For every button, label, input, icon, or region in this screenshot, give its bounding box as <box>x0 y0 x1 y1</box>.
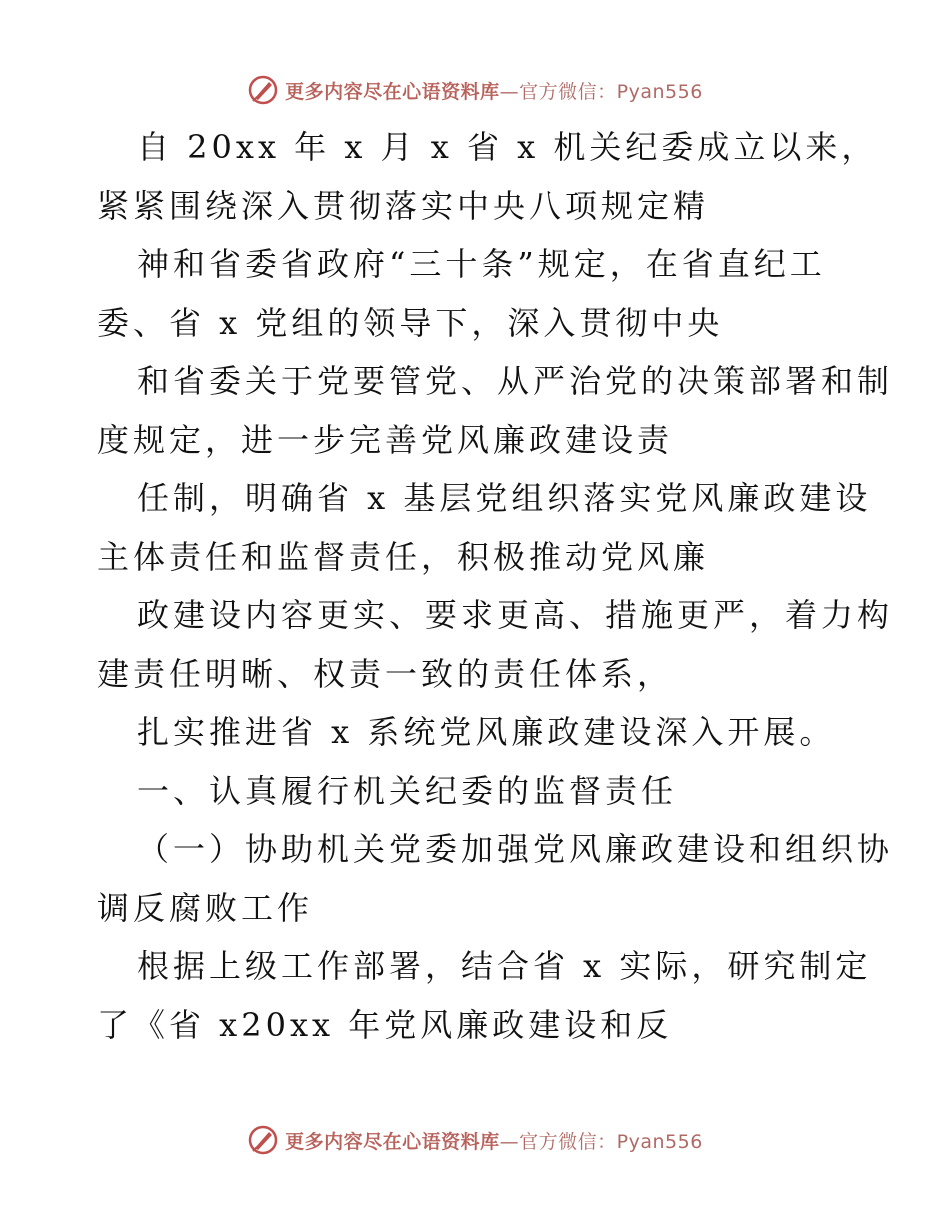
paragraph-line: 任制，明确省 x 基层党组织落实党风廉政建设 <box>137 479 872 517</box>
paragraph-line: 扎实推进省 x 系统党风廉政建设深入开展。 <box>137 713 836 751</box>
paragraph-line: 自 20xx 年 x 月 x 省 x 机关纪委成立以来， <box>137 128 878 166</box>
feather-pen-icon <box>247 1124 279 1156</box>
watermark-text <box>285 1127 703 1154</box>
paragraph-line: 主体责任和监督责任，积极推动党风廉 <box>97 537 710 576</box>
paragraph-line: 政建设内容更实、要求更高、措施更严，着力构 <box>137 596 894 634</box>
footer-watermark <box>0 1120 950 1160</box>
paragraph-line: 建责任明晰、权责一致的责任体系， <box>97 654 674 693</box>
feather-pen-icon <box>247 74 279 106</box>
paragraph-line: 紧紧围绕深入贯彻落实中央八项规定精 <box>97 186 710 225</box>
watermark-separator: — <box>499 1130 520 1153</box>
watermark-contact: 官方微信：Pyan556 <box>519 1130 703 1153</box>
paragraph-line: 根据上级工作部署，结合省 x 实际，研究制定 <box>137 947 872 985</box>
watermark-brand: 更多内容尽在心语资料库 <box>285 1130 500 1153</box>
paragraph-line: 了《省 x20xx 年党风廉政建设和反 <box>97 1005 673 1044</box>
paragraph-line: 度规定，进一步完善党风廉政建设责 <box>97 420 674 459</box>
header-watermark <box>0 70 950 110</box>
watermark-text <box>285 77 703 104</box>
paragraph-line: 和省委关于党要管党、从严治党的决策部署和制 <box>137 362 894 400</box>
watermark-brand: 更多内容尽在心语资料库 <box>285 80 500 103</box>
subsection-heading: （一）协助机关党委加强党风廉政建设和组织协 <box>137 830 894 868</box>
watermark-contact: 官方微信：Pyan556 <box>519 80 703 103</box>
paragraph-line: 神和省委省政府“三十条”规定，在省直纪工 <box>137 245 826 283</box>
paragraph-line: 委、省 x 党组的领导下，深入贯彻中央 <box>97 303 724 342</box>
section-heading: 一、认真履行机关纪委的监督责任 <box>137 771 678 810</box>
subsection-heading-cont: 调反腐败工作 <box>97 888 314 927</box>
watermark-separator: — <box>499 80 520 103</box>
document-body <box>97 118 894 1054</box>
